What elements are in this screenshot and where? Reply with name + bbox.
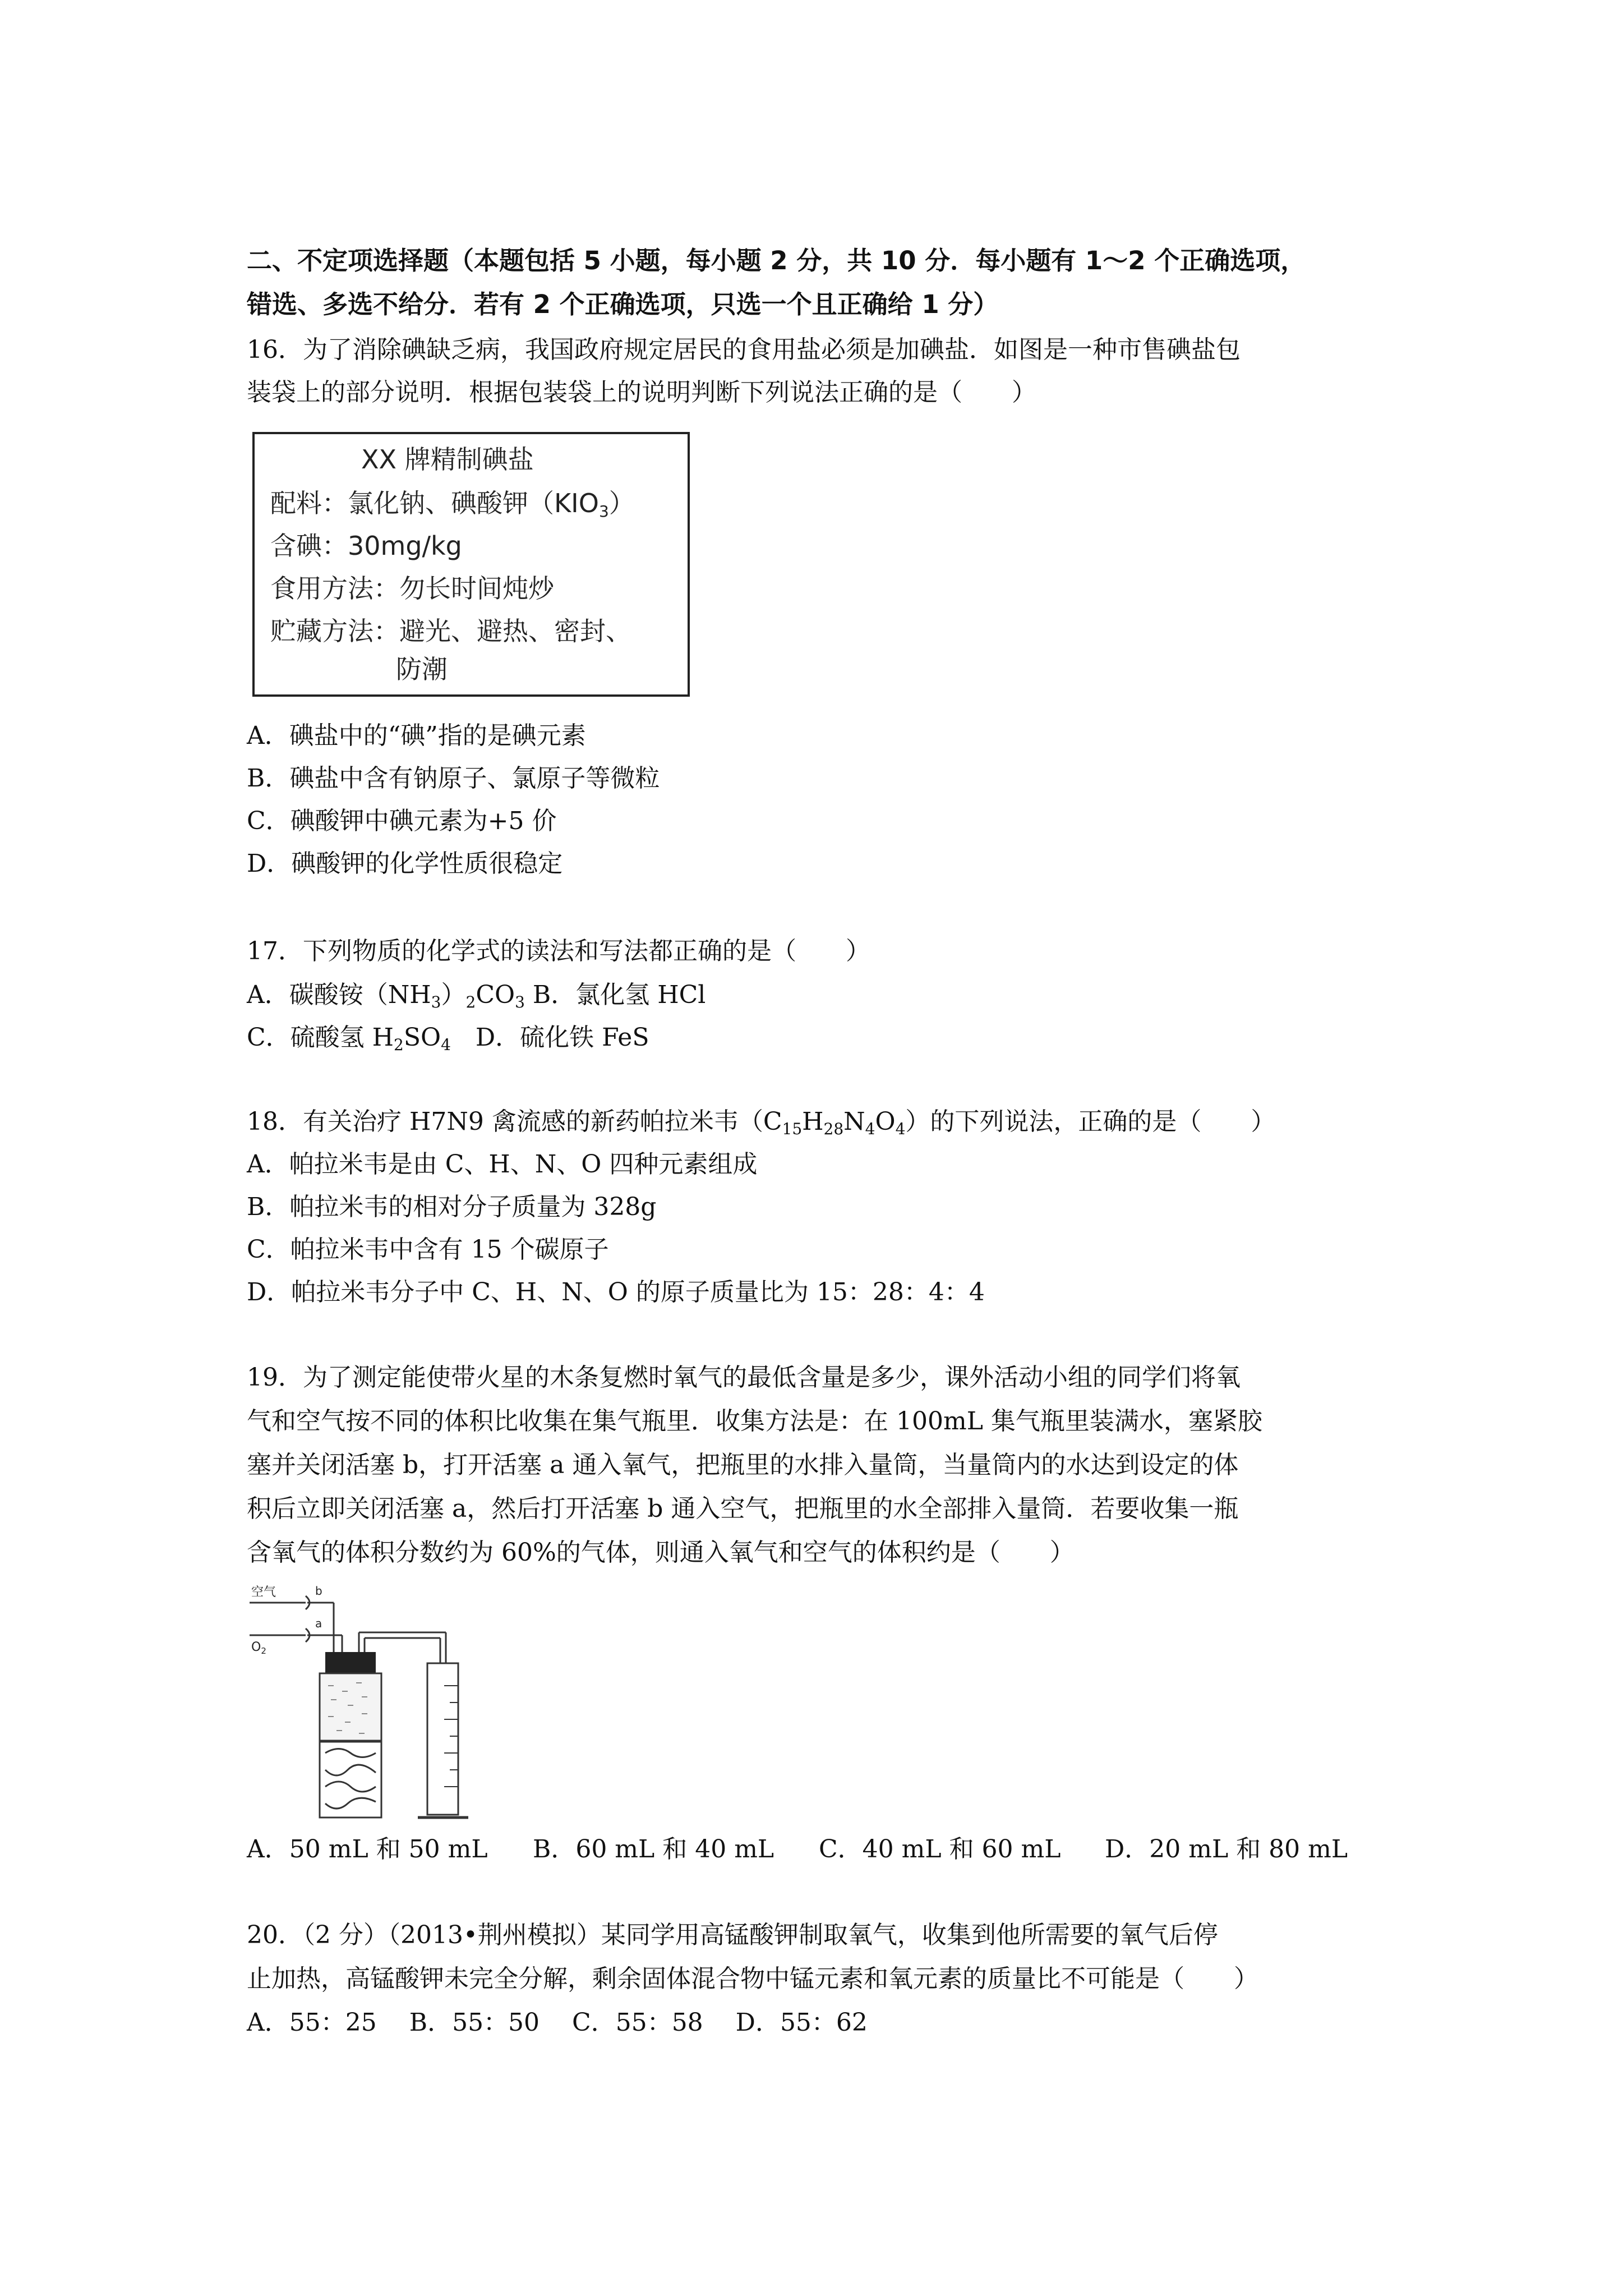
fig-label-valve-b: b bbox=[315, 1584, 322, 1598]
q16-option-c: C．碘酸钾中碘元素为+5 价 bbox=[247, 807, 557, 835]
q18-option-c: C．帕拉米韦中含有 15 个碳原子 bbox=[247, 1235, 609, 1264]
q16-stem-line2: 装袋上的部分说明．根据包装袋上的说明判断下列说法正确的是（ ） bbox=[247, 378, 1036, 407]
q19-option-a: A．50 mL 和 50 mL bbox=[247, 1835, 488, 1864]
q19-option-c: C．40 mL 和 60 mL bbox=[819, 1835, 1061, 1864]
q19-stem-line3: 塞并关闭活塞 b，打开活塞 a 通入氧气，把瓶里的水排入量筒，当量筒内的水达到设定的体 bbox=[247, 1451, 1239, 1479]
q17-stem: 17．下列物质的化学式的读法和写法都正确的是（ ） bbox=[247, 937, 870, 965]
q16-option-d: D．碘酸钾的化学性质很稳定 bbox=[247, 849, 563, 878]
q20-stem-line2: 止加热，高锰酸钾未完全分解，剩余固体混合物中锰元素和氧元素的质量比不可能是（ ） bbox=[247, 1964, 1258, 1993]
fig-label-o2: $O_2$ bbox=[251, 1640, 266, 1656]
q20-stem-line1: 20．（2 分）（2013•荆州模拟）某同学用高锰酸钾制取氧气，收集到他所需要的氧气后停 bbox=[247, 1921, 1218, 1949]
q18-stem: 18．有关治疗 H7N9 禽流感的新药帕拉米韦$(C_{15}H_{28}N_4O_4)$的下列说法，正确的是（ ） bbox=[247, 1107, 1276, 1138]
q19-stem-line5: 含氧气的体积分数约为 60%的气体，则通入氧气和空气的体积约是（ ） bbox=[247, 1538, 1075, 1567]
q19-option-b: B．60 mL 和 40 mL bbox=[533, 1835, 774, 1864]
q16-stem-line1: 16．为了消除碘缺乏病，我国政府规定居民的食用盐必须是加碘盐．如图是一种市售碘盐包 bbox=[247, 335, 1241, 364]
q18-option-d: D．帕拉米韦分子中 C、H、N、O 的原子质量比为 15：28：4：4 bbox=[247, 1278, 985, 1306]
fig-label-air: 空气 bbox=[251, 1585, 276, 1599]
q18-option-a: A．帕拉米韦是由 C、H、N、O 四种元素组成 bbox=[247, 1150, 758, 1179]
label-usage: 食用方法：勿长时间炖炒 bbox=[270, 573, 554, 604]
q19-stem-line4: 积后立即关闭活塞 a，然后打开活塞 b 通入空气，把瓶里的水全部排入量筒．若要收集一瓶 bbox=[247, 1494, 1239, 1523]
label-title: XX 牌精制碘盐 bbox=[361, 444, 534, 475]
gas-collection-apparatus-figure bbox=[247, 1579, 505, 1826]
q17-options-cd: C．硫酸氢 $H_2SO_4$ D．硫化铁 FeS bbox=[247, 1023, 649, 1054]
label-iodine-content: 含碘：30mg/kg bbox=[270, 531, 462, 561]
fig-label-valve-a: a bbox=[315, 1617, 322, 1630]
q16-option-a: A．碘盐中的“碘”指的是碘元素 bbox=[247, 721, 586, 750]
iodized-salt-label-figure bbox=[252, 432, 690, 697]
q16-option-b: B．碘盐中含有钠原子、氯原子等微粒 bbox=[247, 764, 660, 793]
q19-option-d: D．20 mL 和 80 mL bbox=[1105, 1835, 1348, 1864]
label-storage: 贮藏方法：避光、避热、密封、 bbox=[270, 616, 631, 646]
q17-options-ab: A．碳酸铵$(NH_3)_2CO_3$ B．氯化氢 HCl bbox=[247, 981, 706, 1011]
label-ingredients: 配料：氯化钠、碘酸钾$(KIO_3)$ bbox=[270, 488, 635, 521]
label-storage-cont: 防潮 bbox=[396, 654, 448, 684]
section-header-line1: 二、不定项选择题（本题包括 5 小题，每小题 2 分，共 10 分．每小题有 1～2 个正确选项， bbox=[247, 246, 1306, 275]
q19-stem-line1: 19．为了测定能使带火星的木条复燃时氧气的最低含量是多少，课外活动小组的同学们将氧 bbox=[247, 1363, 1241, 1392]
section-header-line2: 错选、多选不给分．若有 2 个正确选项，只选一个且正确给 1 分） bbox=[247, 289, 999, 319]
q18-option-b: B．帕拉米韦的相对分子质量为 328g bbox=[247, 1193, 657, 1221]
q20-options: A．55：25 B．55：50 C．55：58 D．55：62 bbox=[247, 2008, 868, 2037]
q19-stem-line2: 气和空气按不同的体积比收集在集气瓶里．收集方法是：在 100mL 集气瓶里装满水，塞紧胶 bbox=[247, 1407, 1262, 1435]
